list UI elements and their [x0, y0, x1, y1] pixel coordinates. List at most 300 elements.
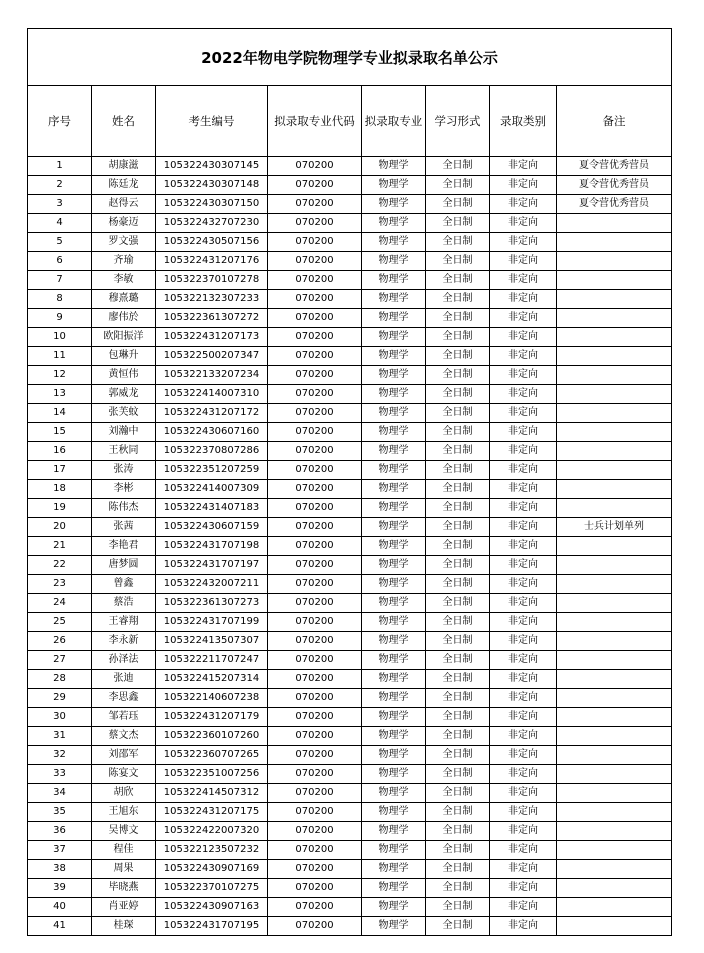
table-row: [28, 708, 672, 727]
cell-major: 物理学: [362, 290, 426, 309]
cell-admission-type: 非定向: [490, 385, 557, 404]
cell-name: 齐瑜: [92, 252, 156, 271]
cell-exam-id: 105322430607160: [156, 423, 268, 442]
cell-major: 物理学: [362, 499, 426, 518]
admission-table: [27, 28, 672, 936]
header-study-mode: 学习形式: [426, 86, 490, 157]
cell-study-mode: 全日制: [426, 727, 490, 746]
table-row: [28, 917, 672, 936]
cell-study-mode: 全日制: [426, 347, 490, 366]
table-row: [28, 594, 672, 613]
cell-study-mode: 全日制: [426, 366, 490, 385]
cell-remarks: [557, 651, 672, 670]
cell-study-mode: 全日制: [426, 195, 490, 214]
cell-major: 物理学: [362, 537, 426, 556]
cell-index: 33: [28, 765, 92, 784]
cell-remarks: [557, 765, 672, 784]
cell-major-code: 070200: [268, 309, 362, 328]
cell-remarks: 士兵计划单列: [557, 518, 672, 537]
cell-exam-id: 105322430607159: [156, 518, 268, 537]
cell-study-mode: 全日制: [426, 499, 490, 518]
header-name: 姓名: [92, 86, 156, 157]
cell-major-code: 070200: [268, 233, 362, 252]
cell-index: 31: [28, 727, 92, 746]
table-row: [28, 290, 672, 309]
cell-index: 29: [28, 689, 92, 708]
cell-major-code: 070200: [268, 879, 362, 898]
cell-remarks: [557, 366, 672, 385]
cell-remarks: 夏令营优秀营员: [557, 176, 672, 195]
cell-admission-type: 非定向: [490, 803, 557, 822]
table-row: [28, 556, 672, 575]
cell-exam-id: 105322133207234: [156, 366, 268, 385]
cell-major: 物理学: [362, 803, 426, 822]
cell-admission-type: 非定向: [490, 822, 557, 841]
cell-index: 2: [28, 176, 92, 195]
cell-name: 陈廷龙: [92, 176, 156, 195]
cell-exam-id: 105322414007310: [156, 385, 268, 404]
cell-exam-id: 105322430907163: [156, 898, 268, 917]
cell-study-mode: 全日制: [426, 841, 490, 860]
cell-index: 38: [28, 860, 92, 879]
cell-major: 物理学: [362, 385, 426, 404]
cell-exam-id: 105322431207173: [156, 328, 268, 347]
cell-remarks: [557, 841, 672, 860]
cell-major-code: 070200: [268, 822, 362, 841]
table-row: [28, 670, 672, 689]
cell-name: 陈宴文: [92, 765, 156, 784]
cell-exam-id: 105322132307233: [156, 290, 268, 309]
cell-admission-type: 非定向: [490, 651, 557, 670]
cell-study-mode: 全日制: [426, 214, 490, 233]
cell-name: 蔡文杰: [92, 727, 156, 746]
cell-major: 物理学: [362, 309, 426, 328]
cell-remarks: [557, 480, 672, 499]
cell-name: 周果: [92, 860, 156, 879]
cell-major: 物理学: [362, 917, 426, 936]
cell-index: 35: [28, 803, 92, 822]
table-row: [28, 233, 672, 252]
cell-remarks: 夏令营优秀营员: [557, 157, 672, 176]
cell-study-mode: 全日制: [426, 252, 490, 271]
cell-study-mode: 全日制: [426, 708, 490, 727]
cell-study-mode: 全日制: [426, 556, 490, 575]
cell-exam-id: 105322370807286: [156, 442, 268, 461]
cell-major-code: 070200: [268, 252, 362, 271]
cell-admission-type: 非定向: [490, 233, 557, 252]
cell-exam-id: 105322361307273: [156, 594, 268, 613]
cell-major-code: 070200: [268, 442, 362, 461]
cell-index: 26: [28, 632, 92, 651]
table-row: [28, 518, 672, 537]
cell-study-mode: 全日制: [426, 613, 490, 632]
cell-remarks: [557, 575, 672, 594]
cell-exam-id: 105322413507307: [156, 632, 268, 651]
cell-name: 刘邵军: [92, 746, 156, 765]
table-row: [28, 860, 672, 879]
cell-major-code: 070200: [268, 689, 362, 708]
table-row: [28, 499, 672, 518]
cell-major-code: 070200: [268, 290, 362, 309]
cell-exam-id: 105322370107278: [156, 271, 268, 290]
cell-study-mode: 全日制: [426, 423, 490, 442]
cell-admission-type: 非定向: [490, 594, 557, 613]
cell-major-code: 070200: [268, 214, 362, 233]
cell-index: 4: [28, 214, 92, 233]
cell-major-code: 070200: [268, 670, 362, 689]
cell-study-mode: 全日制: [426, 860, 490, 879]
cell-remarks: [557, 632, 672, 651]
cell-exam-id: 105322414507312: [156, 784, 268, 803]
cell-index: 24: [28, 594, 92, 613]
cell-major-code: 070200: [268, 461, 362, 480]
cell-major: 物理学: [362, 784, 426, 803]
cell-major-code: 070200: [268, 480, 362, 499]
table-row: [28, 879, 672, 898]
cell-major: 物理学: [362, 670, 426, 689]
header-major-code: 拟录取专业代码: [268, 86, 362, 157]
cell-admission-type: 非定向: [490, 366, 557, 385]
cell-study-mode: 全日制: [426, 271, 490, 290]
cell-remarks: [557, 499, 672, 518]
table-row: [28, 689, 672, 708]
cell-major: 物理学: [362, 822, 426, 841]
cell-major-code: 070200: [268, 328, 362, 347]
cell-name: 李敏: [92, 271, 156, 290]
cell-remarks: [557, 917, 672, 936]
cell-major: 物理学: [362, 898, 426, 917]
cell-admission-type: 非定向: [490, 442, 557, 461]
cell-index: 25: [28, 613, 92, 632]
cell-remarks: [557, 404, 672, 423]
cell-index: 19: [28, 499, 92, 518]
cell-remarks: [557, 746, 672, 765]
cell-exam-id: 105322431407183: [156, 499, 268, 518]
cell-study-mode: 全日制: [426, 157, 490, 176]
cell-index: 10: [28, 328, 92, 347]
cell-admission-type: 非定向: [490, 841, 557, 860]
cell-remarks: [557, 670, 672, 689]
cell-major: 物理学: [362, 271, 426, 290]
cell-major: 物理学: [362, 252, 426, 271]
cell-major-code: 070200: [268, 632, 362, 651]
cell-index: 8: [28, 290, 92, 309]
cell-remarks: [557, 784, 672, 803]
table-row: [28, 214, 672, 233]
cell-name: 吴博文: [92, 822, 156, 841]
cell-study-mode: 全日制: [426, 594, 490, 613]
cell-major: 物理学: [362, 176, 426, 195]
cell-exam-id: 105322360107260: [156, 727, 268, 746]
header-remarks: 备注: [557, 86, 672, 157]
cell-exam-id: 105322431207179: [156, 708, 268, 727]
cell-name: 穆熹璐: [92, 290, 156, 309]
cell-name: 王睿翔: [92, 613, 156, 632]
cell-name: 李艳君: [92, 537, 156, 556]
cell-index: 1: [28, 157, 92, 176]
table-row: [28, 442, 672, 461]
table-row: [28, 727, 672, 746]
cell-remarks: [557, 537, 672, 556]
cell-exam-id: 105322431707197: [156, 556, 268, 575]
cell-study-mode: 全日制: [426, 917, 490, 936]
cell-major: 物理学: [362, 442, 426, 461]
cell-exam-id: 105322430307150: [156, 195, 268, 214]
cell-remarks: [557, 689, 672, 708]
cell-admission-type: 非定向: [490, 765, 557, 784]
cell-study-mode: 全日制: [426, 765, 490, 784]
cell-major: 物理学: [362, 195, 426, 214]
cell-admission-type: 非定向: [490, 176, 557, 195]
cell-major-code: 070200: [268, 841, 362, 860]
header-row: [28, 86, 672, 157]
cell-admission-type: 非定向: [490, 879, 557, 898]
cell-index: 36: [28, 822, 92, 841]
cell-major: 物理学: [362, 860, 426, 879]
cell-index: 16: [28, 442, 92, 461]
cell-admission-type: 非定向: [490, 632, 557, 651]
cell-study-mode: 全日制: [426, 176, 490, 195]
cell-name: 郭威龙: [92, 385, 156, 404]
cell-exam-id: 105322431207176: [156, 252, 268, 271]
cell-name: 李思鑫: [92, 689, 156, 708]
cell-major-code: 070200: [268, 898, 362, 917]
cell-index: 17: [28, 461, 92, 480]
cell-index: 39: [28, 879, 92, 898]
cell-name: 蔡浩: [92, 594, 156, 613]
cell-remarks: [557, 309, 672, 328]
cell-study-mode: 全日制: [426, 746, 490, 765]
cell-major-code: 070200: [268, 518, 362, 537]
cell-name: 李永新: [92, 632, 156, 651]
cell-study-mode: 全日制: [426, 385, 490, 404]
cell-admission-type: 非定向: [490, 214, 557, 233]
cell-admission-type: 非定向: [490, 689, 557, 708]
cell-name: 胡欣: [92, 784, 156, 803]
cell-remarks: [557, 727, 672, 746]
cell-admission-type: 非定向: [490, 556, 557, 575]
cell-remarks: [557, 594, 672, 613]
cell-major-code: 070200: [268, 803, 362, 822]
cell-major: 物理学: [362, 233, 426, 252]
cell-admission-type: 非定向: [490, 347, 557, 366]
cell-major: 物理学: [362, 518, 426, 537]
cell-major-code: 070200: [268, 195, 362, 214]
cell-exam-id: 105322432007211: [156, 575, 268, 594]
cell-major-code: 070200: [268, 556, 362, 575]
cell-remarks: [557, 385, 672, 404]
cell-remarks: [557, 347, 672, 366]
cell-major-code: 070200: [268, 651, 362, 670]
cell-major: 物理学: [362, 423, 426, 442]
cell-major: 物理学: [362, 366, 426, 385]
cell-index: 40: [28, 898, 92, 917]
header-exam-id: 考生编号: [156, 86, 268, 157]
cell-study-mode: 全日制: [426, 537, 490, 556]
cell-study-mode: 全日制: [426, 879, 490, 898]
cell-admission-type: 非定向: [490, 309, 557, 328]
cell-remarks: [557, 290, 672, 309]
table-row: [28, 271, 672, 290]
cell-major-code: 070200: [268, 860, 362, 879]
cell-name: 张涛: [92, 461, 156, 480]
cell-remarks: [557, 860, 672, 879]
cell-major: 物理学: [362, 708, 426, 727]
cell-major: 物理学: [362, 328, 426, 347]
cell-index: 18: [28, 480, 92, 499]
table-row: [28, 309, 672, 328]
cell-major-code: 070200: [268, 784, 362, 803]
cell-name: 程佳: [92, 841, 156, 860]
table-row: [28, 461, 672, 480]
cell-major-code: 070200: [268, 765, 362, 784]
table-row: [28, 613, 672, 632]
cell-name: 邹若珏: [92, 708, 156, 727]
table-row: [28, 537, 672, 556]
cell-major-code: 070200: [268, 727, 362, 746]
cell-major: 物理学: [362, 480, 426, 499]
cell-major: 物理学: [362, 461, 426, 480]
cell-major: 物理学: [362, 632, 426, 651]
cell-major-code: 070200: [268, 575, 362, 594]
cell-major: 物理学: [362, 594, 426, 613]
cell-index: 12: [28, 366, 92, 385]
cell-index: 13: [28, 385, 92, 404]
cell-study-mode: 全日制: [426, 404, 490, 423]
cell-study-mode: 全日制: [426, 309, 490, 328]
cell-major: 物理学: [362, 613, 426, 632]
cell-study-mode: 全日制: [426, 518, 490, 537]
cell-admission-type: 非定向: [490, 157, 557, 176]
cell-admission-type: 非定向: [490, 746, 557, 765]
cell-admission-type: 非定向: [490, 898, 557, 917]
cell-remarks: [557, 214, 672, 233]
cell-remarks: [557, 271, 672, 290]
cell-major-code: 070200: [268, 746, 362, 765]
cell-exam-id: 105322211707247: [156, 651, 268, 670]
cell-major: 物理学: [362, 879, 426, 898]
cell-name: 欧阳振洋: [92, 328, 156, 347]
cell-exam-id: 105322351207259: [156, 461, 268, 480]
cell-study-mode: 全日制: [426, 480, 490, 499]
cell-index: 28: [28, 670, 92, 689]
cell-major-code: 070200: [268, 347, 362, 366]
cell-major-code: 070200: [268, 613, 362, 632]
cell-major: 物理学: [362, 689, 426, 708]
table-row: [28, 480, 672, 499]
cell-major: 物理学: [362, 347, 426, 366]
cell-major-code: 070200: [268, 271, 362, 290]
cell-remarks: 夏令营优秀营员: [557, 195, 672, 214]
cell-admission-type: 非定向: [490, 670, 557, 689]
cell-name: 黄恒伟: [92, 366, 156, 385]
admission-list-sheet: [27, 28, 671, 936]
cell-index: 34: [28, 784, 92, 803]
cell-study-mode: 全日制: [426, 784, 490, 803]
cell-major-code: 070200: [268, 385, 362, 404]
cell-admission-type: 非定向: [490, 404, 557, 423]
cell-exam-id: 105322430307148: [156, 176, 268, 195]
cell-major: 物理学: [362, 651, 426, 670]
cell-study-mode: 全日制: [426, 803, 490, 822]
table-row: [28, 651, 672, 670]
cell-admission-type: 非定向: [490, 537, 557, 556]
cell-exam-id: 105322431707198: [156, 537, 268, 556]
table-row: [28, 803, 672, 822]
cell-index: 6: [28, 252, 92, 271]
cell-study-mode: 全日制: [426, 822, 490, 841]
table-row: [28, 366, 672, 385]
cell-name: 陈伟杰: [92, 499, 156, 518]
cell-study-mode: 全日制: [426, 898, 490, 917]
cell-admission-type: 非定向: [490, 290, 557, 309]
cell-major: 物理学: [362, 727, 426, 746]
cell-major-code: 070200: [268, 594, 362, 613]
cell-name: 廖伟於: [92, 309, 156, 328]
cell-study-mode: 全日制: [426, 575, 490, 594]
table-row: [28, 765, 672, 784]
cell-major: 物理学: [362, 765, 426, 784]
cell-index: 41: [28, 917, 92, 936]
cell-admission-type: 非定向: [490, 727, 557, 746]
table-row: [28, 575, 672, 594]
cell-study-mode: 全日制: [426, 689, 490, 708]
cell-name: 张茜: [92, 518, 156, 537]
cell-name: 张芙蚊: [92, 404, 156, 423]
cell-admission-type: 非定向: [490, 917, 557, 936]
cell-major-code: 070200: [268, 157, 362, 176]
page-title: 2022年物电学院物理学专业拟录取名单公示: [28, 29, 672, 86]
cell-major-code: 070200: [268, 708, 362, 727]
table-body: [28, 157, 672, 936]
table-row: [28, 746, 672, 765]
cell-name: 曾鑫: [92, 575, 156, 594]
cell-remarks: [557, 556, 672, 575]
table-row: [28, 252, 672, 271]
cell-index: 14: [28, 404, 92, 423]
cell-admission-type: 非定向: [490, 708, 557, 727]
cell-admission-type: 非定向: [490, 271, 557, 290]
cell-major: 物理学: [362, 404, 426, 423]
cell-remarks: [557, 461, 672, 480]
cell-exam-id: 105322430307145: [156, 157, 268, 176]
cell-name: 张迪: [92, 670, 156, 689]
cell-exam-id: 105322422007320: [156, 822, 268, 841]
cell-major: 物理学: [362, 841, 426, 860]
cell-remarks: [557, 613, 672, 632]
cell-major: 物理学: [362, 214, 426, 233]
cell-name: 刘瀚中: [92, 423, 156, 442]
cell-remarks: [557, 822, 672, 841]
cell-name: 赵得云: [92, 195, 156, 214]
cell-remarks: [557, 442, 672, 461]
table-row: [28, 841, 672, 860]
cell-admission-type: 非定向: [490, 480, 557, 499]
cell-index: 9: [28, 309, 92, 328]
cell-major-code: 070200: [268, 423, 362, 442]
cell-exam-id: 105322500207347: [156, 347, 268, 366]
cell-exam-id: 105322370107275: [156, 879, 268, 898]
cell-index: 21: [28, 537, 92, 556]
cell-index: 7: [28, 271, 92, 290]
table-row: [28, 176, 672, 195]
table-row: [28, 632, 672, 651]
cell-major-code: 070200: [268, 176, 362, 195]
cell-remarks: [557, 708, 672, 727]
cell-exam-id: 105322430907169: [156, 860, 268, 879]
table-row: [28, 157, 672, 176]
table-row: [28, 423, 672, 442]
